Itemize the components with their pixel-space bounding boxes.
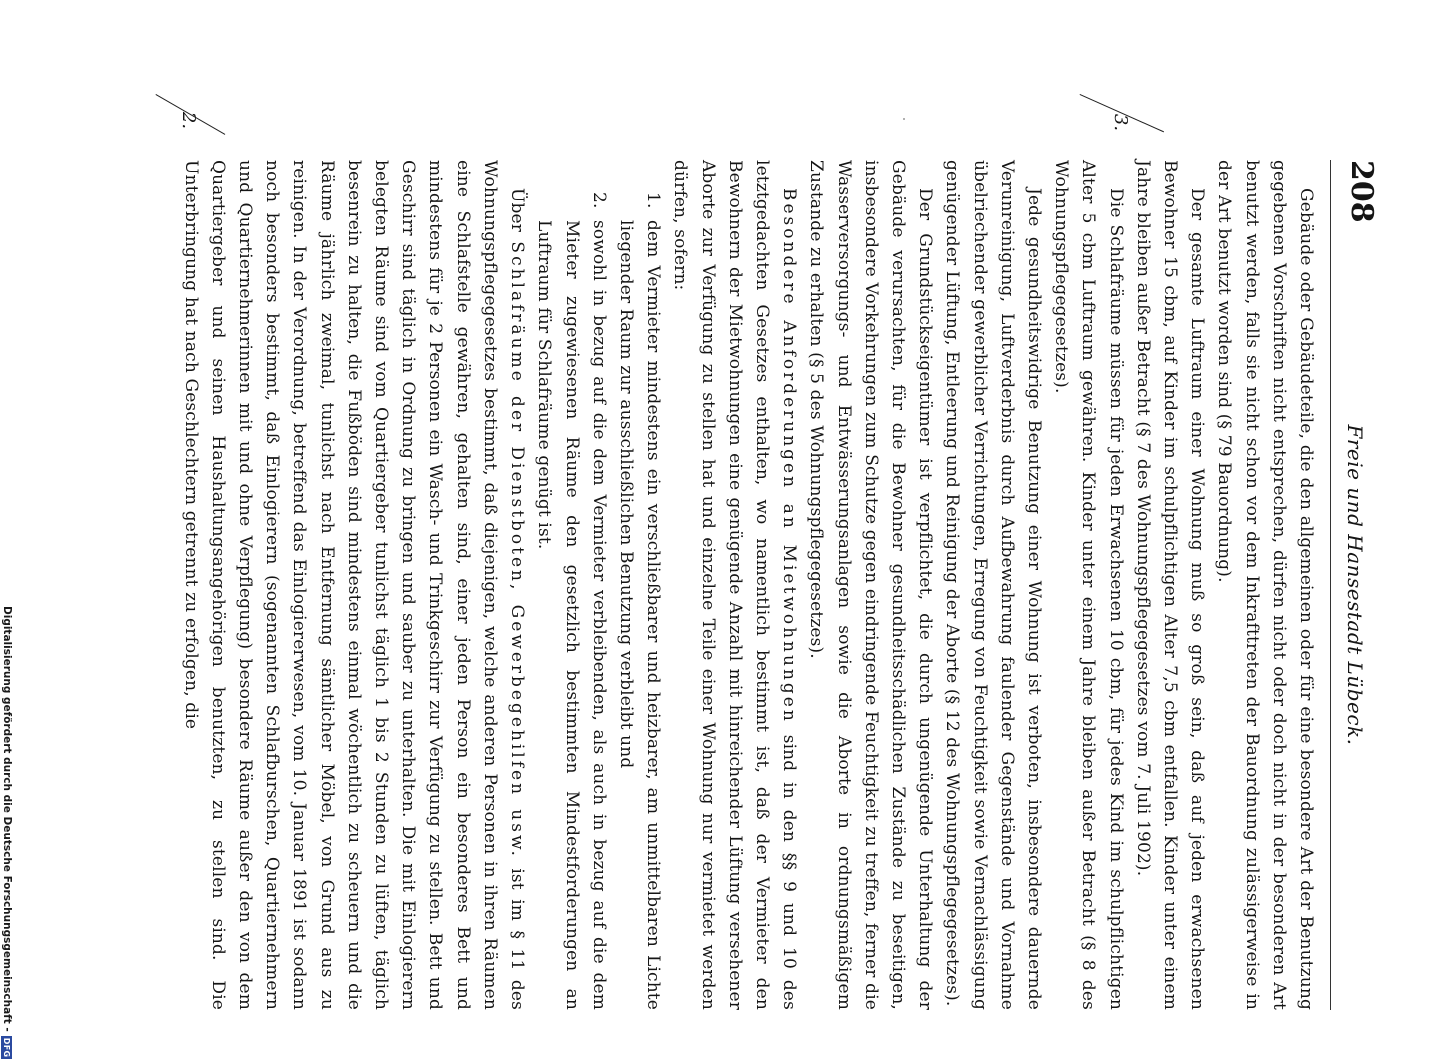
special-text: sind in den §§ 9 und 10 des letztgedachten Gesetzes enthalten, wo namentlich bestimmt ist, daß der Vermieter den Bewohnern der Mietwohnungen eine genügende Anzahl mit hinreichender Lüftung versehener Aborte zur Verfügung zu stellen hat und einzelne Teile einer Wohnung nur vermietet werden dürfen, sofern: — [670, 160, 800, 1010]
list-number: 1. — [643, 192, 664, 209]
credit-text: Digitalisierung gefördert durch die Deutsche Forschungsgemeinschaft - — [1, 606, 13, 1032]
scan-speck — [903, 118, 905, 120]
closing-text: ist im § 11 des Wohnungspflegegesetzes bestimmt, daß diejenigen, welche anderen Personen in ihren Räumen eine Schlafstelle gewähren, gehalten sind, einer jeden Person ein besonderes Bett und mindestens für je 2 Personen ein Wasch- und Trinkgeschirr zur Verfügung zu stellen. Bett und Geschirr sind täglich in Ordnung zu bringen und sauber zu unterhalten. Die mit Einlogierern belegten Räume sind vom Quartiergeber tunlichst täglich 1 bis 2 Stunden zu lüften, täglich besenrein zu halten, die Fußböden sind mindestens einmal wöchentlich zu scheuern und die Räume jährlich zweimal, tunlichst nach Entfernung sämtlicher Möbel, von Grund aus zu reinigen. In der Verordnung, betreffend das Einlogiererwesen, vom 10. Januar 1891 ist sodann noch besonders bestimmt, daß Einlogierern (sogenannten Schlafburschen, Quartiernehmern und Quartiernehmerinnen mit und ohne Verpflegung) besondere Räume außer den von dem Quartiergeber und seinen Haushaltungsangehörigen benutzten, zu stellen sind. Die Unterbringung hat nach Geschlechtern getrennt zu erfolgen, die — [180, 160, 528, 1010]
special-paragraph — [666, 160, 802, 1010]
dfg-logo: DFG — [2, 1037, 12, 1058]
margin-number-right: 3. — [1110, 113, 1132, 132]
paragraph: Die Schlafräume müssen für jeden Erwachsenen 10 cbm, für jedes Kind im schulpflichtigen Alter 5 cbm Luftraum gewähren. Kinder unter einem Jahre bleiben außer Betracht (§ 8 des Wohnungspflegegesetzes). — [1051, 160, 1126, 1010]
running-head: Freie und Hansestadt Lübeck. — [1343, 424, 1367, 746]
paragraph: Der gesamte Luftraum einer Wohnung muß so groß sein, daß auf jeden erwachsenen Bewohner 15 cbm, auf Kinder im schulpflichtigen Alter 7,5 cbm entfallen. Kinder unter einem Jahre bleiben außer Betracht (§ 7 des Wohnungspflegegesetzes vom 7. Juli 1902). — [1132, 160, 1208, 1010]
credit-line — [1, 606, 13, 1058]
body-text — [176, 160, 1319, 1010]
special-heading: Besondere Anforderungen an Mietwohnungen — [779, 188, 800, 724]
paragraph: Gebäude oder Gebäudeteile, die den allgemeinen oder für eine besondere Art der Benutzung gegebenen Vorschriften nicht entsprechen, dürfen nicht oder doch nicht in der besonderen Art benutzt werden, falls sie nicht schon vor dem Inkrafttreten der Bauordnung zulässigerweise in der Art benutzt worden sind (§ 79 Bauordnung). — [1214, 160, 1316, 1010]
list-item — [530, 160, 612, 1010]
book-page — [105, 160, 1379, 1010]
margin-number-left: 2. — [178, 111, 200, 130]
page-number: 208 — [1344, 160, 1379, 223]
closing-paragraph — [176, 160, 530, 1010]
page-header — [1330, 160, 1379, 1010]
paragraph: Jede gesundheitswidrige Benutzung einer Wohnung ist verboten, insbesondere dauernde Verunreinigung, Luftverderbnis durch Aufbewahrung faulender Gegenstände und Vornahme übelriechender gewerblicher Verrichtungen, Erregung von Feuchtigkeit sowie Vernachlässigung genügender Lüftung, Entleerung und Reinigung der Aborte (§ 12 des Wohnungspflegegesetzes). — [942, 160, 1044, 1010]
list-text: dem Vermieter mindestens ein verschließbarer und heizbarer, am unmittelbaren Lichte liegender Raum zur ausschließlichen Benutzung verbleibt und — [615, 220, 664, 1010]
list-text: sowohl in bezug auf die dem Vermieter verbleibenden, als auch in bezug auf die dem Mieter zugewiesenen Räume den gesetzlich bestimmten Mindestforderungen an Luftraum für Schlafräume genügt ist. — [534, 220, 609, 1010]
list-number: 2. — [588, 192, 609, 209]
list-item — [612, 160, 666, 1010]
paragraph: Der Grundstückseigentümer ist verpflichtet, die durch ungenügende Unterhaltung der Gebäude verursachten, für die Bewohner gesundheitsschädlichen Zustände zu beseitigen, insbesondere Vorkehrungen zum Schutze gegen eindringende Feuchtigkeit zu treffen, ferner die Wasserversorgungs- und Entwässerungsanlagen sowie die Aborte in ordnungsmäßigem Zustande zu erhalten (§ 5 des Wohnungspflegegesetzes). — [806, 160, 936, 1010]
closing-heading: Schlafräume der Dienstboten, Gewerbegehilfen usw. — [507, 241, 528, 859]
closing-intro: Über — [507, 188, 528, 242]
credit-strip — [1, 0, 24, 1058]
